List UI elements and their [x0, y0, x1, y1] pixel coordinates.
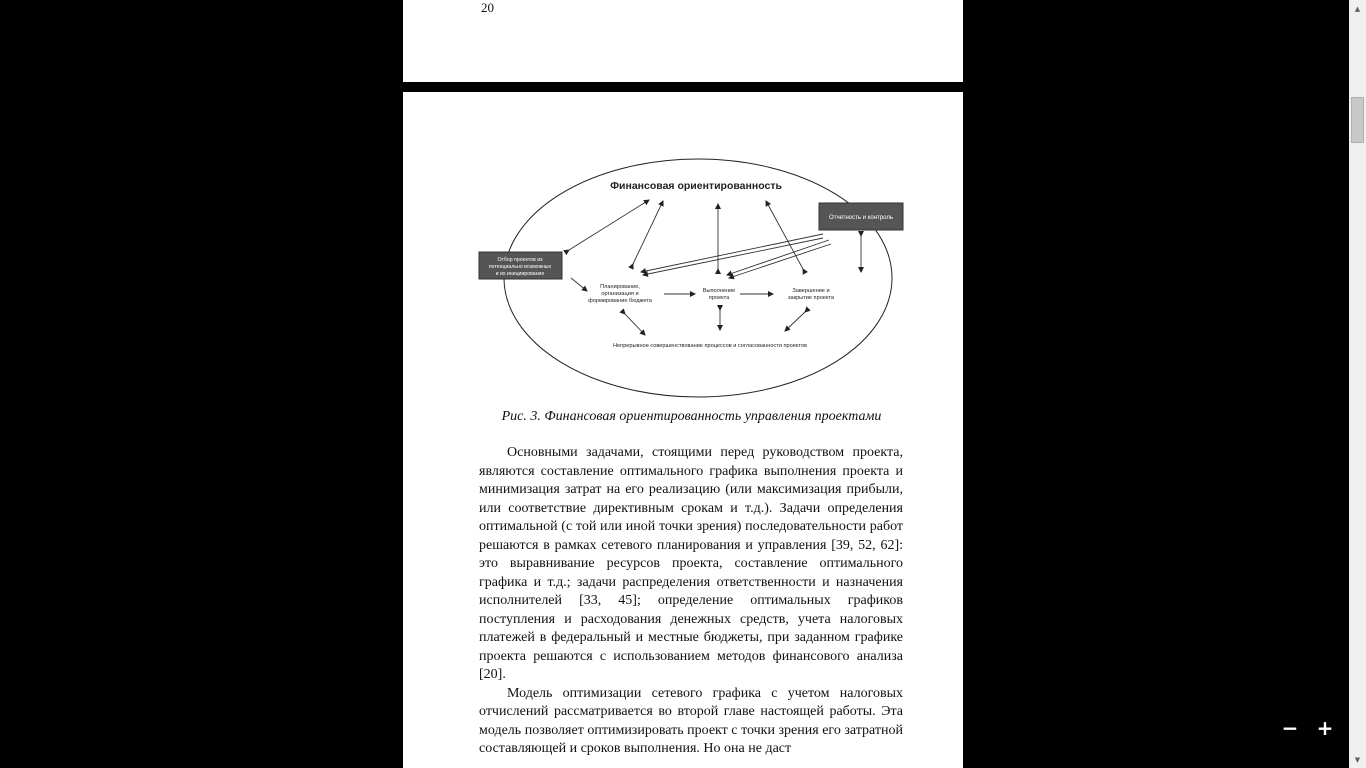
body-text	[479, 444, 903, 759]
diagram-title: Финансовая ориентированность	[610, 180, 782, 192]
page-number: 20	[481, 0, 494, 15]
node-planning-line-1: Планирование,	[600, 284, 640, 290]
previous-page	[403, 0, 963, 82]
node-planning-line-2: организация и	[601, 291, 639, 297]
node-planning-line-3: формирование бюджета	[588, 298, 652, 304]
vertical-scrollbar[interactable]	[1349, 0, 1366, 768]
node-execution-line-1: Выполнение	[702, 288, 736, 294]
bottom-label: Непрерывное совершенствование процессов и согласованности проектов	[613, 343, 807, 349]
zoom-in-button[interactable]: +	[1316, 716, 1334, 740]
paragraph: Модель оптимизации сетевого графика с учетом налоговых отчислений рассматривается во второй главе настоящей работы. Эта модель позволяет оптимизировать проект с точки зрения его затратной составляющей и сроков выполнения. Но она не даст	[479, 685, 903, 756]
node-closing-line-2: закрытие проекта	[787, 295, 835, 301]
node-closing-line-1: Завершение и	[792, 288, 830, 294]
zoom-out-button[interactable]: −	[1281, 716, 1299, 740]
figure-caption: Рис. 3. Финансовая ориентированность управления проектами	[501, 409, 882, 424]
scroll-thumb[interactable]	[1351, 97, 1364, 143]
financial-orientation-diagram	[473, 154, 913, 404]
box-reporting-control-label: Отчетность и контроль	[829, 215, 893, 221]
diagram-arrows	[569, 200, 861, 335]
node-execution-line-2: проекта	[708, 295, 730, 301]
current-page	[403, 92, 963, 768]
scroll-up-arrow-icon[interactable]: ▲	[1354, 4, 1361, 13]
box-project-selection-line-2: потенциально возможных	[488, 264, 552, 270]
scroll-down-arrow-icon[interactable]: ▼	[1354, 755, 1361, 764]
paragraph: Основными задачами, стоящими перед руководством проекта, являются составление оптимального графика выполнения проекта и минимизация затрат на его реализацию (или максимизация прибыли, или соответствие директивным срокам и т.д.). Задачи определения оптимальной (с той или иной точки зрения) последовательности работ решаются в рамках сетевого планирования и управления [39, 52, 62]: это выравнивание ресурсов проекта, составление оптимального графика и т.д.; задачи распределения ответственности и назначения исполнителей [33, 45]; определение оптимальных графиков поступления и расходования денежных средств, учета налоговых платежей в федеральный и местные бюджеты, при заданном графике проекта решаются с использованием методов финансового анализа [20].	[479, 445, 903, 682]
box-project-selection-line-3: и их инициирование	[495, 271, 545, 277]
box-project-selection-line-1: Отбор проектов из	[497, 257, 543, 263]
